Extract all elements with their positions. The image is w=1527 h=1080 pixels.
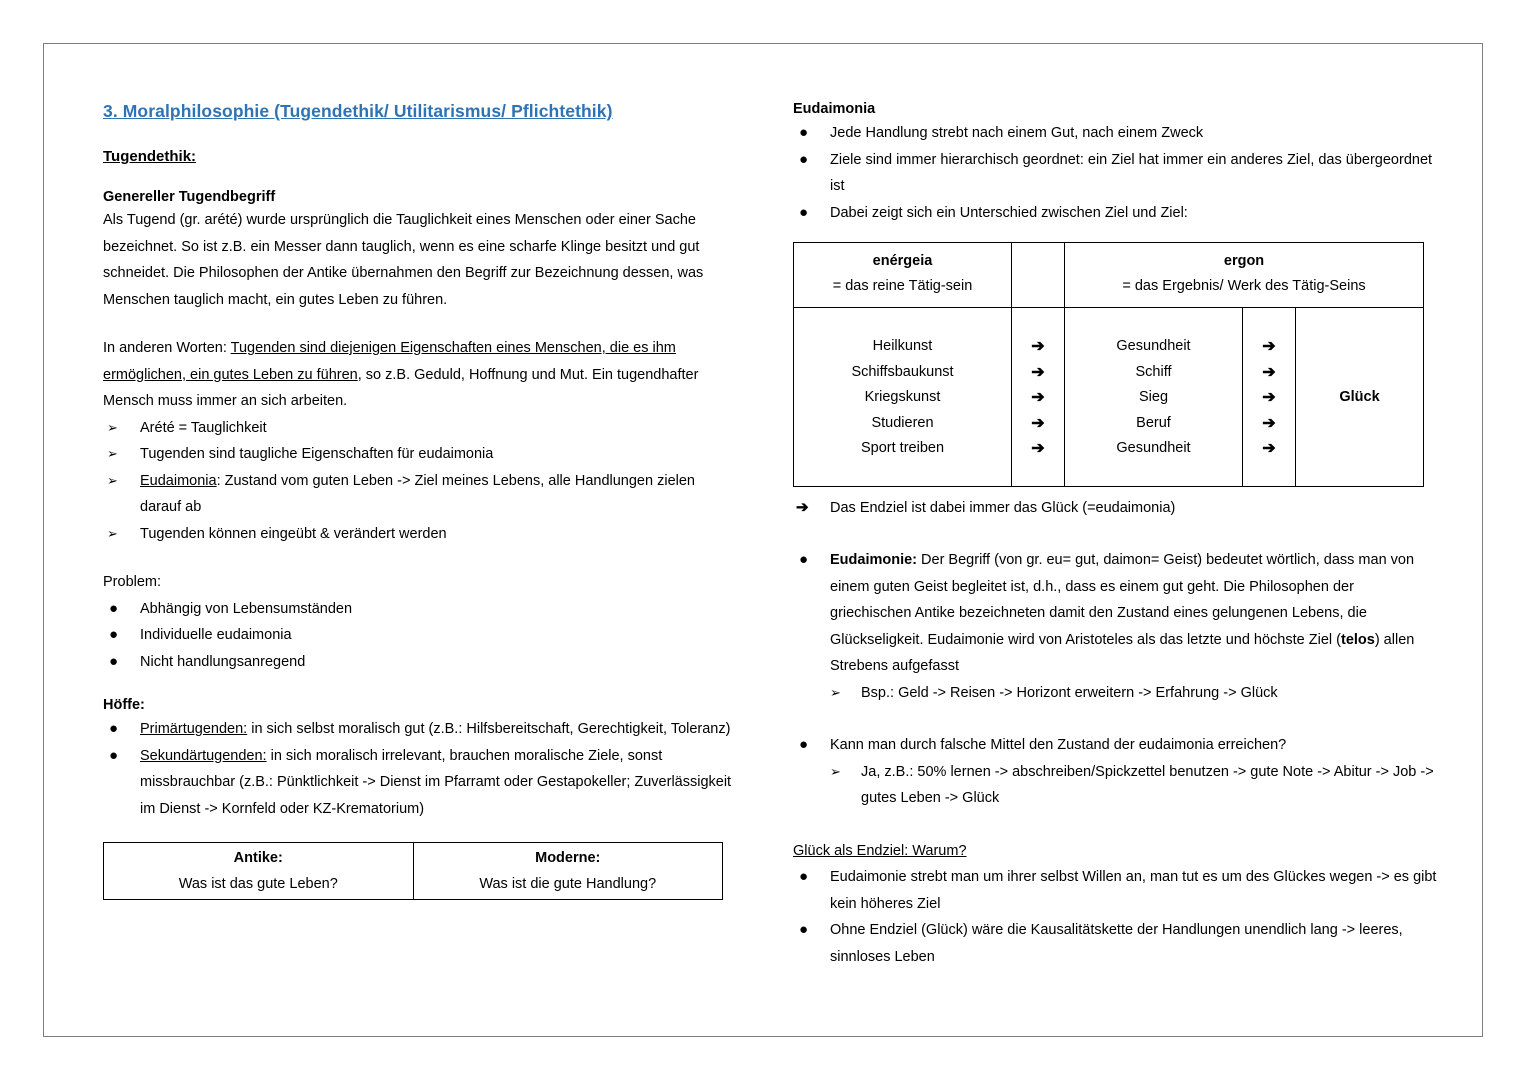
table-header-title: enérgeia [872,253,933,269]
table-cell-body: Was ist das gute Leben? [178,876,338,892]
stacked-list [794,308,1011,486]
list-item-label-tail: ) allen Strebens aufgefasst [830,631,1415,674]
list-item [103,415,738,442]
list-item [103,468,738,521]
arrow-right-icon: ➔ [1031,440,1045,457]
list-item [103,521,738,548]
list-item-label: : Zustand vom guten Leben -> Ziel meines Lebens, alle Handlungen zielen darauf ab [140,472,695,515]
heading-glueck-als-endziel: Glück als Endziel: Warum? [793,842,967,859]
list-item-label: Bsp.: Geld -> Reisen -> Horizont erweitern -> Erfahrung -> Glück [861,684,1278,701]
table-cell-moderne [413,843,723,900]
list-item-underlined-term: Sekundärtugenden: [140,747,267,764]
list-arete [103,415,738,548]
arrow-right-icon: ➔ [1031,414,1045,432]
paragraph-tugend-definition: Als Tugend (gr. arété) wurde ursprünglich die Tauglichkeit eines Menschen oder einer Sache bezeichnet. So ist z.B. ein Messer dann tauglich, wenn es eine scharfe Klinge besitzt und gut schneidet. Die Philosophen der Antike übernahmen den Begriff zur Bezeichnung dessen, was Menschen tauglich macht, ein gutes Leben zu führen. [103,212,704,308]
table-row [104,843,723,900]
right-column [793,101,1438,970]
list-falsche-mittel [793,732,1438,759]
list-item [103,622,738,649]
section-heading-tugendethik: Tugendethik: [103,148,197,165]
table-cell-arrows-second [1243,308,1296,487]
list-item [103,716,738,743]
list-item [103,649,738,676]
list-item-label: Das Endziel ist dabei immer das Glück (=eudaimonia) [830,499,1176,516]
bullet-arrowhead-icon: ➢ [830,684,841,700]
table-cell-glueck: Glück [1296,308,1424,487]
bullet-arrowhead-icon: ➢ [107,419,118,435]
table-cell-header: Moderne: [535,850,601,866]
stacked-arrows [1012,308,1064,486]
list-problem [103,596,738,676]
list-eudaimonia-intro [793,120,1438,226]
paragraph-underlined-definition: Tugenden sind diejenigen Eigenschaften eines Menschen, die es ihm ermöglichen, ein gutes Leben zu führen [103,340,676,383]
list-item [103,596,738,623]
arrow-right-icon: ➔ [796,498,809,516]
table-cell-body: Was ist die gute Handlung? [479,876,657,892]
list-item-label: Tugenden können eingeübt & verändert werden [140,525,447,542]
list-item-label: Jede Handlung strebt nach einem Gut, nach einem Zweck [830,125,1204,141]
two-column-layout [44,44,1482,1036]
list-item [793,147,1438,200]
list-item-label: in sich moralisch irrelevant, brauchen moralische Ziele, sonst missbrauchbar (z.B.: Pünktlichkeit -> Dienst im Pfarramt oder Gestapokeller; Zuverlässigkeit im Dienst -> Kornfeld oder KZ-Krematorium) [140,747,732,817]
list-item [793,120,1438,147]
list-item [103,441,738,468]
table-cell-header: Antike: [233,850,283,866]
table-body-row [794,308,1424,487]
list-item-label: Schiffsbaukunst [851,363,954,380]
table-header-ergon [1065,243,1424,308]
bullet-dot-icon: ● [799,921,809,938]
table-header-row [794,243,1424,308]
label-hoeffe: Höffe: [103,697,145,713]
list-item [793,732,1438,759]
list-falsche-mittel-example [826,759,1438,812]
list-item-bold-telos: telos [1340,631,1375,648]
list-endziel [793,495,1438,522]
table-cell-energeia-list [794,308,1012,487]
list-glueck-endziel [793,864,1438,970]
list-item-label: Studieren [871,414,934,431]
list-item-label: Ja, z.B.: 50% lernen -> abschreiben/Spickzettel benutzen -> gute Note -> Abitur -> Job -> gutes Leben -> Glück [861,763,1434,806]
list-item [103,743,738,823]
paragraph-in-anderen-worten [103,335,738,415]
list-item-label: Ziele sind immer hierarchisch geordnet: ein Ziel hat immer ein anderes Ziel, das übergeordnet ist [830,151,1433,194]
table-header-energeia [794,243,1012,308]
table-antike-moderne [103,842,723,900]
bullet-dot-icon: ● [109,626,119,643]
list-item [793,200,1438,227]
list-item-label: Der Begriff (von gr. eu= gut, daimon= Geist) bedeutet wörtlich, dass man von einem guten Geist begleitet ist, d.h., dass es einem gut geht. Die Philosophen der griechischen Antike bezeichneten damit den Zustand eines gelungenen Lebens, die Glückseligkeit. Eudaimonie wird von Aristoteles als das letzte und höchste Ziel ( [830,552,1415,648]
label-problem: Problem: [103,574,162,590]
arrow-right-icon: ➔ [1262,414,1276,432]
table-header-subtitle: = das Ergebnis/ Werk des Tätig-Seins [1122,278,1366,294]
list-item [826,759,1438,812]
list-item-label: in sich selbst moralisch gut (z.B.: Hilfsbereitschaft, Gerechtigkeit, Toleranz) [247,721,731,737]
list-item-label: Tugenden sind taugliche Eigenschaften für eudaimonia [140,446,494,462]
arrow-right-icon: ➔ [1262,338,1276,355]
list-item-label: Sport treiben [860,440,945,456]
bullet-arrowhead-icon: ➢ [107,472,118,488]
table-cell-antike [104,843,414,900]
document-page [43,43,1483,1037]
list-item-label: Kann man durch falsche Mittel den Zustand der eudaimonia erreichen? [830,737,1287,753]
paragraph-tail: , so z.B. Geduld, Hoffnung und Mut. Ein tugendhafter Mensch muss immer an sich arbeiten. [103,366,699,409]
bullet-dot-icon: ● [109,746,119,764]
list-item-label: Kriegskunst [864,389,941,405]
left-column [103,101,738,900]
list-item [793,547,1438,680]
arrow-right-icon: ➔ [1031,363,1045,381]
list-item-label: Heilkunst [872,338,933,354]
list-item [826,680,1438,707]
list-item [793,495,1438,522]
table-cell-ergon-list [1065,308,1243,487]
list-item-underlined-term: Primärtugenden: [140,721,248,737]
list-eudaimonie-definition [793,547,1438,680]
bullet-dot-icon: ● [109,652,119,670]
bullet-dot-icon: ● [799,868,809,885]
arrow-right-icon: ➔ [1262,389,1276,406]
list-hoeffe [103,716,738,822]
list-eudaimonie-example [826,680,1438,707]
bullet-arrowhead-icon: ➢ [107,446,118,461]
list-item-bold-term: Eudaimonie: [830,552,918,568]
list-item [793,917,1438,970]
list-item-label: Beruf [1136,414,1171,431]
list-item-label: Gesundheit [1116,440,1191,456]
bullet-arrowhead-icon: ➢ [830,763,841,779]
arrow-right-icon: ➔ [1262,440,1276,457]
arrow-right-icon: ➔ [1031,389,1045,406]
bullet-dot-icon: ● [799,150,809,168]
table-cell-arrows-first [1012,308,1065,487]
bullet-arrowhead-icon: ➢ [107,525,118,541]
list-item-label: Abhängig von Lebensumständen [140,600,353,617]
bullet-dot-icon: ● [799,551,809,568]
arrow-right-icon: ➔ [1031,338,1045,355]
stacked-arrows [1243,308,1295,486]
list-item-label: Eudaimonie strebt man um ihrer selbst Willen an, man tut es um des Glückes wegen -> es gibt kein höheres Ziel [830,869,1437,912]
bullet-dot-icon: ● [799,203,809,221]
arrow-right-icon: ➔ [1262,363,1276,381]
table-header-spacer [1012,243,1065,308]
list-item-underlined-term: Eudaimonia [140,472,217,489]
list-item-label: Dabei zeigt sich ein Unterschied zwischen Ziel und Ziel: [830,204,1188,221]
list-item-label: Schiff [1135,363,1172,380]
list-item-label: Sieg [1138,389,1169,405]
list-item-label: Ohne Endziel (Glück) wäre die Kausalitätskette der Handlungen unendlich lang -> leeres, sinnloses Leben [830,922,1403,965]
list-item-label: Nicht handlungsanregend [140,653,306,670]
table-header-title: ergon [1223,253,1265,269]
bullet-dot-icon: ● [799,736,809,753]
heading-eudaimonia: Eudaimonia [793,101,876,117]
bullet-dot-icon: ● [109,720,119,737]
paragraph-lead: In anderen Worten: [103,340,231,356]
list-item-label: Gesundheit [1116,338,1191,354]
subheading-genereller-tugendbegriff: Genereller Tugendbegriff [103,189,276,205]
stacked-list [1065,308,1242,486]
page-title: 3. Moralphilosophie (Tugendethik/ Utilitarismus/ Pflichtethik) [103,101,613,121]
list-item-label: Arété = Tauglichkeit [140,419,267,436]
bullet-dot-icon: ● [799,124,809,141]
bullet-dot-icon: ● [109,599,119,617]
table-energeia-ergon [793,242,1424,487]
table-header-subtitle: = das reine Tätig-sein [832,278,973,294]
list-item-label: Individuelle eudaimonia [140,627,292,643]
list-item [793,864,1438,917]
